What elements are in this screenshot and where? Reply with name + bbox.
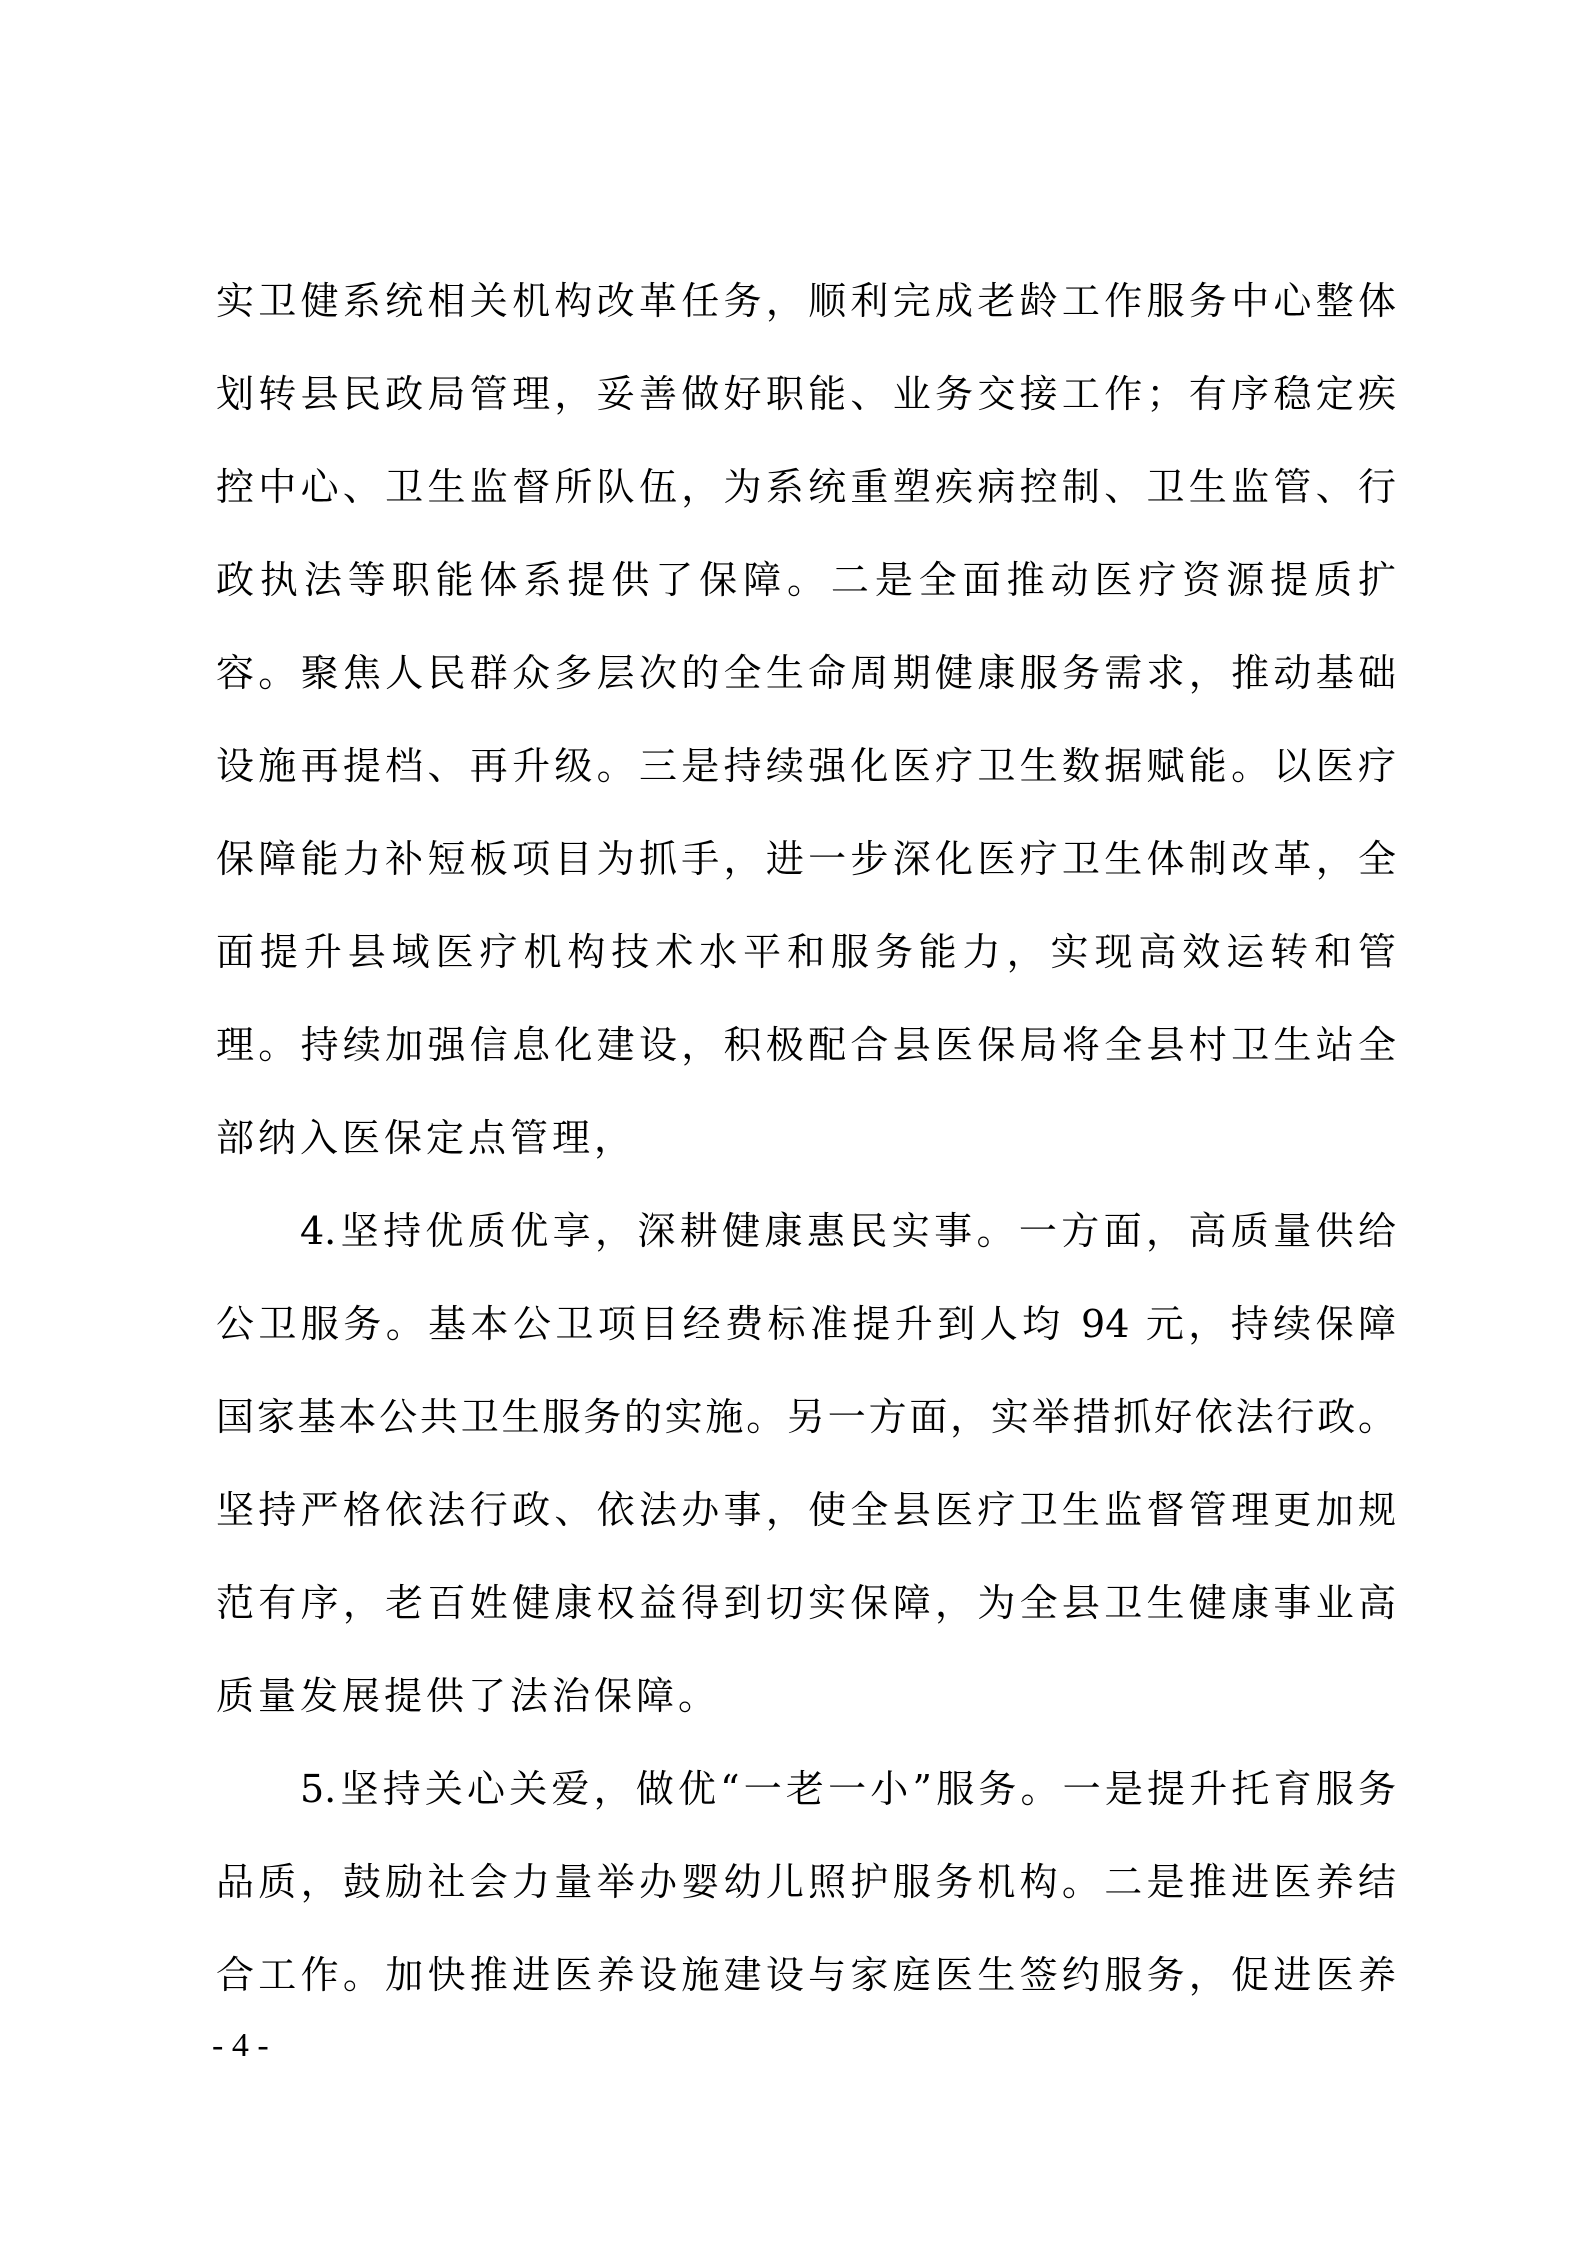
text-line: 国家基本公共卫生服务的实施。另一方面，实举措抓好依法行政。 [216, 1395, 1396, 1439]
text-line: 保障能力补短板项目为抓手，进一步深化医疗卫生体制改革，全 [216, 837, 1396, 881]
text-line: 坚持严格依法行政、依法办事，使全县医疗卫生监督管理更加规 [216, 1488, 1396, 1532]
text-line: 容。聚焦人民群众多层次的全生命周期健康服务需求，推动基础 [216, 651, 1396, 695]
section-5-heading-line: 5.坚持关心关爱，做优“一老一小”服务。一是提升托育服务 [300, 1767, 1396, 1811]
text-line: 公卫服务。基本公卫项目经费标准提升到人均 94 元，持续保障 [216, 1302, 1396, 1346]
text-line: 范有序，老百姓健康权益得到切实保障，为全县卫生健康事业高 [216, 1581, 1396, 1625]
text-line: 质量发展提供了法治保障。 [216, 1674, 721, 1718]
text-line: 设施再提档、再升级。三是持续强化医疗卫生数据赋能。以医疗 [216, 744, 1396, 788]
text-line: 划转县民政局管理，妥善做好职能、业务交接工作；有序稳定疾 [216, 372, 1396, 416]
text-line: 品质，鼓励社会力量举办婴幼儿照护服务机构。二是推进医养结 [216, 1860, 1396, 1904]
text-line: 实卫健系统相关机构改革任务，顺利完成老龄工作服务中心整体 [216, 279, 1396, 323]
text-line: 合工作。加快推进医养设施建设与家庭医生签约服务，促进医养 [216, 1953, 1396, 1997]
text-line: 面提升县域医疗机构技术水平和服务能力，实现高效运转和管 [216, 930, 1396, 974]
text-line: 部纳入医保定点管理， [216, 1116, 637, 1160]
text-line: 理。持续加强信息化建设，积极配合县医保局将全县村卫生站全 [216, 1023, 1396, 1067]
text-line: 政执法等职能体系提供了保障。二是全面推动医疗资源提质扩 [216, 558, 1396, 602]
text-line: 控中心、卫生监督所队伍，为系统重塑疾病控制、卫生监管、行 [216, 465, 1396, 509]
section-4-heading-line: 4.坚持优质优享，深耕健康惠民实事。一方面，高质量供给 [300, 1209, 1396, 1253]
page-number: - 4 - [212, 2027, 269, 2064]
